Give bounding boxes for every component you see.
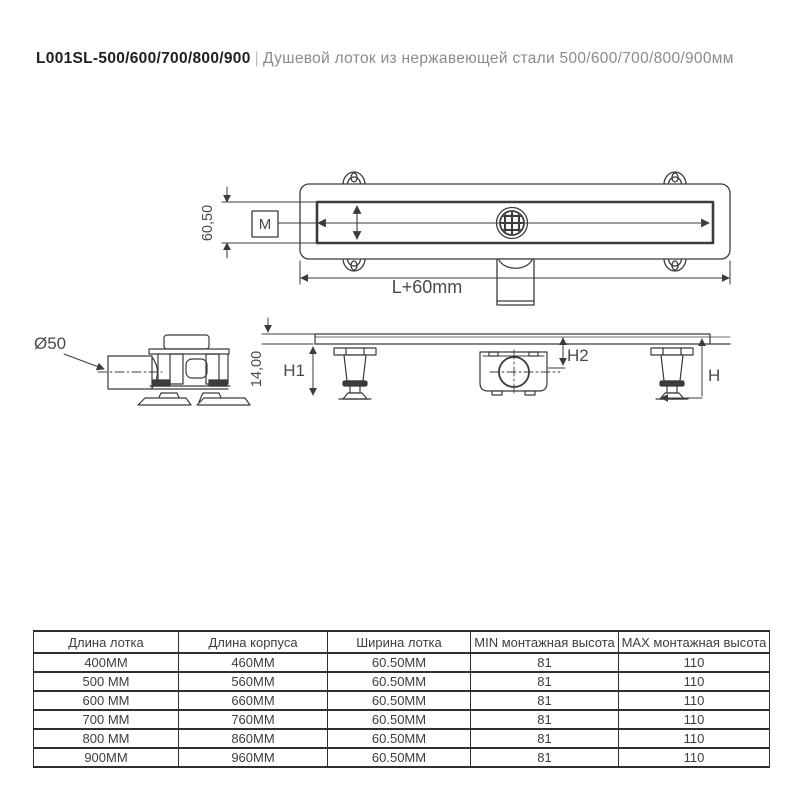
channel-section	[315, 334, 730, 344]
table-cell: 81	[471, 729, 619, 748]
table-cell: 960MM	[179, 748, 328, 767]
table-cell: 60.50MM	[328, 691, 471, 710]
column-header-body-length: Длина корпуса	[179, 631, 328, 653]
table-cell: 60.50MM	[328, 748, 471, 767]
adjustable-foot-left	[334, 348, 376, 399]
edge-height-label: 14,00	[249, 350, 265, 388]
drain-outlet-pipe	[497, 259, 534, 305]
pipe-diameter-label: Ø50	[34, 334, 67, 353]
table-cell: 81	[471, 691, 619, 710]
table-cell: 81	[471, 710, 619, 729]
table-cell: 81	[471, 672, 619, 691]
table-row	[34, 653, 770, 672]
column-header-tray-length: Длина лотка	[34, 631, 179, 653]
table-cell: 60.50MM	[328, 672, 471, 691]
side-view-drawing	[34, 318, 730, 405]
table-row	[34, 729, 770, 748]
table-cell: 600 MM	[34, 691, 179, 710]
table-cell: 560MM	[179, 672, 328, 691]
table-row	[34, 672, 770, 691]
h2-label: H2	[567, 346, 589, 365]
table-row	[34, 748, 770, 767]
product-description: Душевой лоток из нержавеющей стали 500/600/700/800/900мм	[262, 50, 734, 67]
table-cell: 60.50MM	[328, 653, 471, 672]
table-cell: 110	[619, 748, 770, 767]
table-cell: 860MM	[179, 729, 328, 748]
trap-end-view	[138, 335, 250, 405]
material-label: M	[258, 216, 272, 233]
table-row	[34, 710, 770, 729]
pipe-diameter-callout	[34, 334, 104, 369]
h2-dimension	[548, 338, 589, 368]
dimensions-table	[33, 630, 770, 768]
table-header-row	[34, 631, 770, 653]
material-callout	[252, 211, 278, 237]
table-cell: 500 MM	[34, 672, 179, 691]
table-cell: 660MM	[179, 691, 328, 710]
table-cell: 800 MM	[34, 729, 179, 748]
table-cell: 460MM	[179, 653, 328, 672]
h-label: H	[708, 366, 721, 385]
table-cell: 60.50MM	[328, 729, 471, 748]
table-row	[34, 691, 770, 710]
title-separator: |	[254, 50, 259, 67]
table-cell: 110	[619, 710, 770, 729]
table-cell: 81	[471, 653, 619, 672]
table-cell: 110	[619, 672, 770, 691]
width-dim-label: 60,50	[200, 204, 216, 242]
column-header-tray-width: Ширина лотка	[328, 631, 471, 653]
table-cell: 760MM	[179, 710, 328, 729]
table-cell: 60.50MM	[328, 710, 471, 729]
top-view-drawing	[200, 172, 730, 305]
h1-dimension	[283, 347, 313, 395]
channel-body-outline	[300, 184, 730, 259]
table-cell: 900MM	[34, 748, 179, 767]
table-cell: 110	[619, 691, 770, 710]
table-cell: 110	[619, 729, 770, 748]
table-cell: 81	[471, 748, 619, 767]
model-number: L001SL-500/600/700/800/900	[36, 50, 251, 67]
h1-label: H1	[283, 361, 305, 380]
table-cell: 110	[619, 653, 770, 672]
table-cell: 700 MM	[34, 710, 179, 729]
trap-section-view	[480, 350, 560, 395]
adjustable-foot-right	[651, 348, 693, 399]
table-cell: 400MM	[34, 653, 179, 672]
column-header-min-height: MIN монтажная высота	[471, 631, 619, 653]
length-dim-label: L+60mm	[391, 277, 463, 297]
column-header-max-height: MAX монтажная высота	[619, 631, 770, 653]
